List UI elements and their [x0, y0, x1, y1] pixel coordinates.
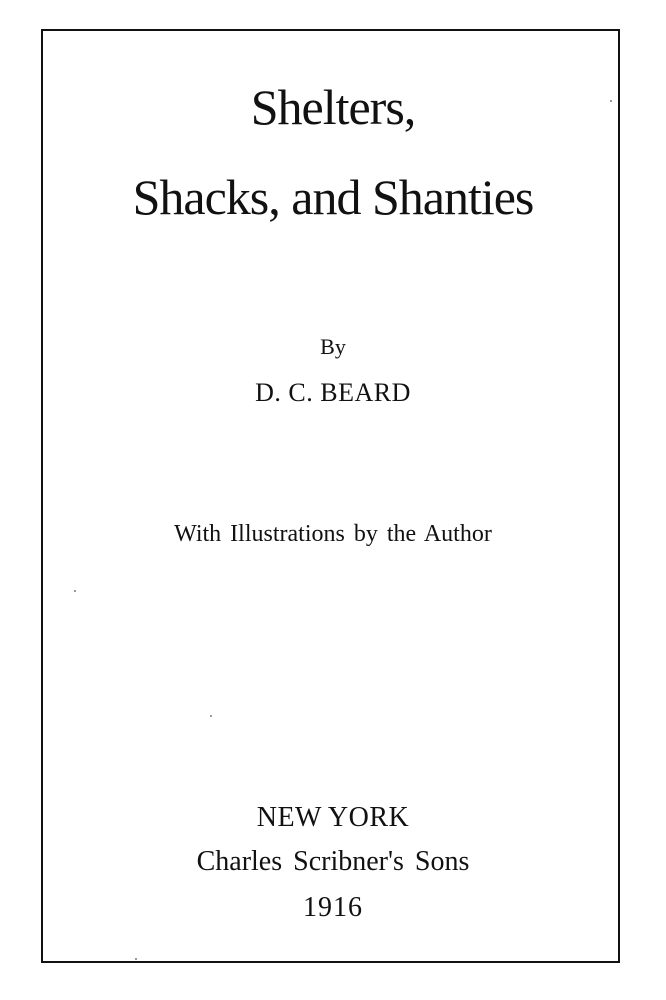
imprint-year: 1916 — [303, 892, 363, 923]
title-line-2: Shacks, and Shanties — [132, 169, 534, 225]
imprint-publisher: Charles Scribner's Sons — [196, 846, 470, 877]
byline-by: By — [320, 334, 346, 359]
author-name: D. C. BEARD — [255, 378, 411, 407]
imprint-city: NEW YORK — [256, 802, 410, 833]
scan-speck — [610, 100, 612, 102]
scan-speck — [74, 590, 76, 592]
illustrations-note: With Illustrations by the Author — [174, 521, 492, 547]
scan-speck — [135, 958, 137, 960]
title-line-1: Shelters, — [250, 79, 416, 135]
scan-speck — [210, 715, 212, 717]
